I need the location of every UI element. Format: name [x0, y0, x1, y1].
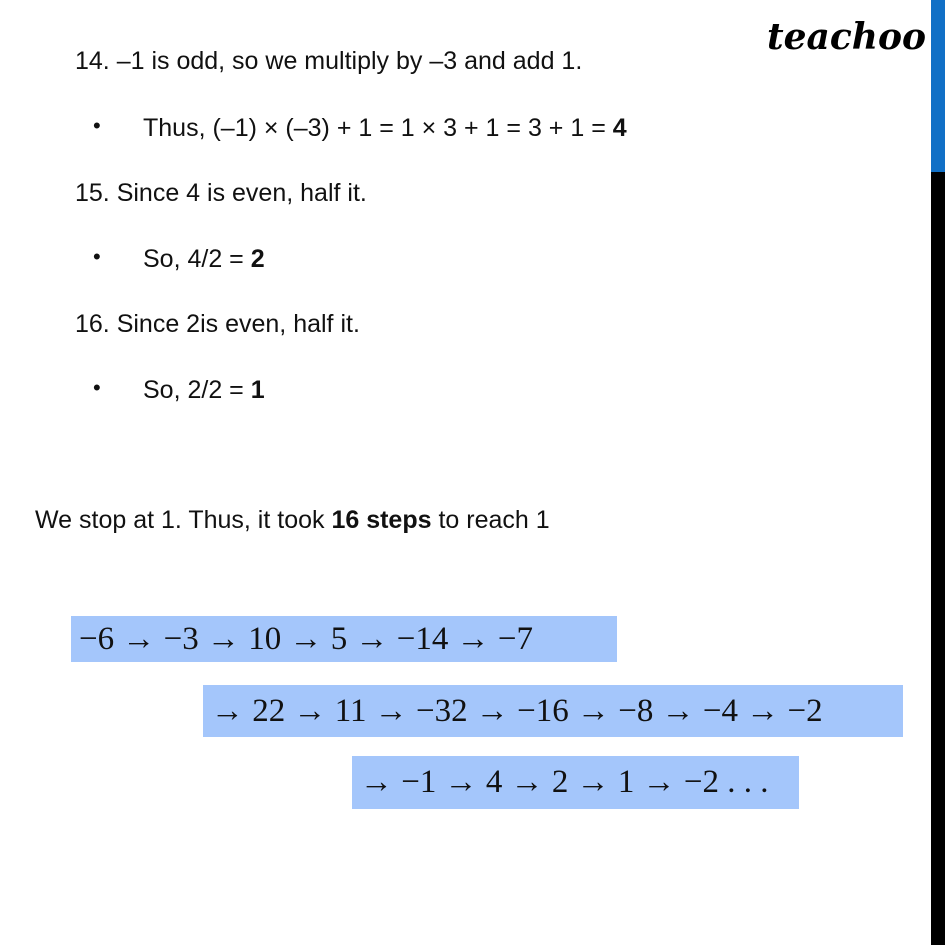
bullet-icon: •: [93, 244, 101, 269]
sidebar-accent-bar: [931, 0, 945, 172]
step-14-result: 4: [612, 114, 627, 142]
step-16-result: 1: [250, 376, 265, 404]
sequence-line-1: −6 → −3 → 10 → 5 → −14 → −7: [71, 616, 617, 662]
step-15-result: 2: [250, 245, 265, 273]
teachoo-logo: teachoo: [767, 16, 926, 58]
step-14-heading: 14. –1 is odd, so we multiply by –3 and add 1.: [75, 47, 583, 75]
bullet-icon: •: [93, 113, 101, 138]
bullet-icon: •: [93, 375, 101, 400]
sidebar-dark-bar: [931, 172, 945, 945]
step-15-heading: 15. Since 4 is even, half it.: [75, 179, 367, 207]
sequence-line-2: → 22 → 11 → −32 → −16 → −8 → −4 → −2: [203, 685, 903, 737]
step-16-heading: 16. Since 2is even, half it.: [75, 310, 360, 338]
step-count: 16 steps: [331, 506, 432, 534]
conclusion-text: We stop at 1. Thus, it took 16 steps to reach 1: [35, 506, 550, 534]
step-15-calculation: So, 4/2 = 2: [143, 245, 265, 273]
step-14-calculation: Thus, (–1) × (–3) + 1 = 1 × 3 + 1 = 3 + 1 = 4: [143, 114, 627, 142]
step-16-calculation: So, 2/2 = 1: [143, 376, 265, 404]
sequence-line-3: → −1 → 4 → 2 → 1 → −2 . . .: [352, 756, 799, 809]
